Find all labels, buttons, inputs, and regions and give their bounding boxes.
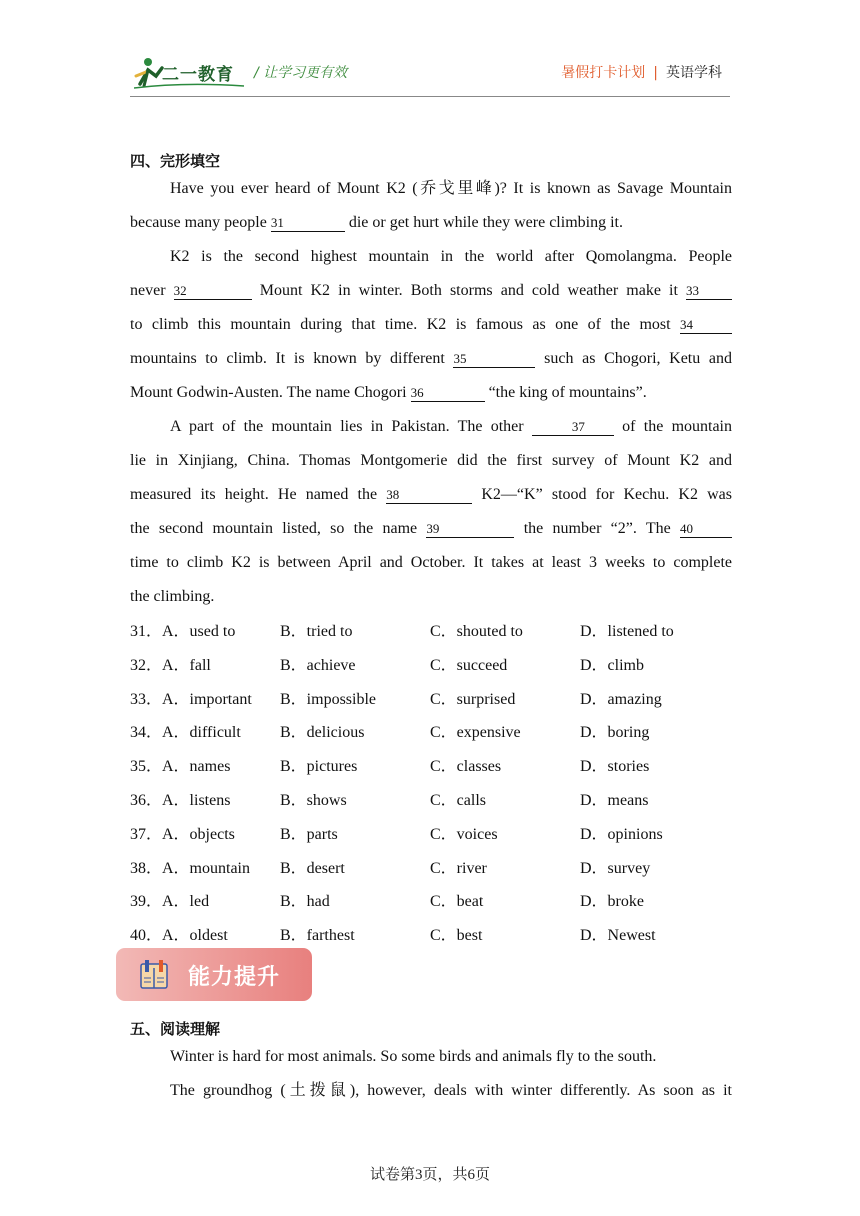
answer-options xyxy=(130,612,730,950)
slogan: / 让学习更有效 xyxy=(254,65,348,81)
option-b: B．farthest xyxy=(280,927,355,945)
text-run: the second mountain listed, so the name xyxy=(130,520,427,537)
passage-line: K2 is the second highest mountain in the world after Qomolangma. People xyxy=(170,248,732,265)
option-c: C．voices xyxy=(430,825,498,843)
text-run: K2—“K” stood for Kechu. K2 was xyxy=(472,486,733,503)
plan-label: 暑假打卡计划 xyxy=(561,65,646,81)
logo-text: 二一教育 xyxy=(162,65,234,85)
option-d: D．Newest xyxy=(580,927,656,945)
passage-line xyxy=(130,478,732,512)
text-run: die or get hurt while they were climbing it. xyxy=(344,214,623,231)
option-row xyxy=(130,849,730,883)
option-a: 36．A．listens xyxy=(130,791,231,809)
text-run: Mount K2 in winter. Both storms and cold weather make it xyxy=(251,282,686,299)
text-run: Mount Godwin-Austen. The name Chogori xyxy=(130,384,411,401)
option-d: D．stories xyxy=(580,758,650,776)
option-d: D．amazing xyxy=(580,690,662,708)
option-b: B．parts xyxy=(280,825,338,843)
section-five-title: 五、阅读理解 xyxy=(130,1020,221,1038)
text-run: to climb this mountain during that time. K2 is famous as one of the most xyxy=(130,316,680,333)
option-a: 34．A．difficult xyxy=(130,724,241,742)
text-run: measured its height. He named the xyxy=(130,486,387,503)
text-run: mountains to climb. It is known by different xyxy=(130,350,454,367)
section-four-title: 四、完形填空 xyxy=(130,152,221,170)
option-row xyxy=(130,680,730,714)
option-a: 31．A．used to xyxy=(130,623,236,640)
banner-label: 能力提升 xyxy=(188,965,281,990)
option-b: B．impossible xyxy=(280,690,377,708)
option-row xyxy=(130,612,730,646)
passage-line: Have you ever heard of Mount K2 (乔戈里峰)? It is known as Savage Mountain xyxy=(170,180,732,197)
text-run: the number “2”. The xyxy=(514,520,680,537)
blank-37: 37 xyxy=(532,419,614,436)
option-a: 37．A．objects xyxy=(130,825,235,843)
blank-32: 32 xyxy=(174,283,252,300)
option-c: C．succeed xyxy=(430,656,508,674)
option-row xyxy=(130,815,730,849)
option-row xyxy=(130,646,730,680)
blank-36: 36 xyxy=(411,385,485,402)
option-row xyxy=(130,882,730,916)
page-footer: 试卷第3页，共6页 xyxy=(369,1167,490,1183)
option-a: 38．A．mountain xyxy=(130,859,250,877)
text-run: because many people xyxy=(130,214,271,231)
passage-line xyxy=(130,410,732,444)
blank-39: 39 xyxy=(426,521,514,538)
option-a: 33．A．important xyxy=(130,690,252,708)
passage-line: Winter is hard for most animals. So some birds and animals fly to the south. xyxy=(170,1048,657,1065)
option-b: B．had xyxy=(280,893,330,911)
option-a: 40．A．oldest xyxy=(130,927,228,945)
option-d: D．listened to xyxy=(580,623,674,640)
option-row xyxy=(130,713,730,747)
option-c: C．best xyxy=(430,927,483,945)
passage-line: the climbing. xyxy=(130,588,215,605)
option-d: D．opinions xyxy=(580,825,663,843)
option-b: B．pictures xyxy=(280,758,358,776)
blank-31: 31 xyxy=(271,215,345,232)
option-c: C．surprised xyxy=(430,690,516,708)
page-header xyxy=(130,52,730,96)
blank-40: 40 xyxy=(680,521,732,538)
blank-33: 33 xyxy=(686,283,732,300)
option-b: B．delicious xyxy=(280,724,365,742)
option-row xyxy=(130,916,730,950)
option-a: 32．A．fall xyxy=(130,656,211,674)
passage-line xyxy=(130,308,732,342)
text-run: never xyxy=(130,282,174,299)
option-d: D．means xyxy=(580,791,649,809)
option-row xyxy=(130,781,730,815)
header-divider xyxy=(130,96,730,97)
text-run: such as Chogori, Ketu and xyxy=(535,350,732,367)
option-c: C．river xyxy=(430,859,487,877)
option-c: C．expensive xyxy=(430,724,521,742)
passage-line xyxy=(130,512,732,546)
passage-line xyxy=(130,342,732,376)
option-b: B．desert xyxy=(280,859,345,877)
option-d: D．survey xyxy=(580,859,651,877)
option-c: C．calls xyxy=(430,791,486,809)
passage-line xyxy=(130,206,732,240)
option-d: D．boring xyxy=(580,724,650,742)
text-run: “the king of mountains”. xyxy=(484,384,647,401)
passage-line: lie in Xinjiang, China. Thomas Montgomerie did the first survey of Mount K2 and xyxy=(130,452,732,469)
header-separator: | xyxy=(653,65,658,81)
header-right xyxy=(561,62,722,82)
blank-35: 35 xyxy=(453,351,535,368)
blank-38: 38 xyxy=(386,487,472,504)
blank-34: 34 xyxy=(680,317,732,334)
option-c: C．classes xyxy=(430,758,502,776)
option-c: C．shouted to xyxy=(430,623,523,640)
option-d: D．climb xyxy=(580,656,644,674)
option-d: D．broke xyxy=(580,893,644,911)
option-c: C．beat xyxy=(430,893,484,911)
passage-line: The groundhog (土拨鼠), however, deals with winter differently. As soon as it xyxy=(170,1082,732,1099)
text-run: of the mountain xyxy=(613,418,733,435)
text-run: A part of the mountain lies in Pakistan. The other xyxy=(170,418,532,435)
book-icon xyxy=(138,958,170,992)
passage-line xyxy=(130,274,732,308)
passage-line xyxy=(130,376,732,410)
option-row xyxy=(130,747,730,781)
subject-label: 英语学科 xyxy=(666,65,722,81)
option-a: 35．A．names xyxy=(130,758,231,776)
ability-banner xyxy=(116,948,312,1001)
passage-line: time to climb K2 is between April and October. It takes at least 3 weeks to complete xyxy=(130,554,732,571)
option-b: B．tried to xyxy=(280,623,353,640)
option-b: B．achieve xyxy=(280,656,356,674)
option-b: B．shows xyxy=(280,791,347,809)
option-a: 39．A．led xyxy=(130,893,210,911)
